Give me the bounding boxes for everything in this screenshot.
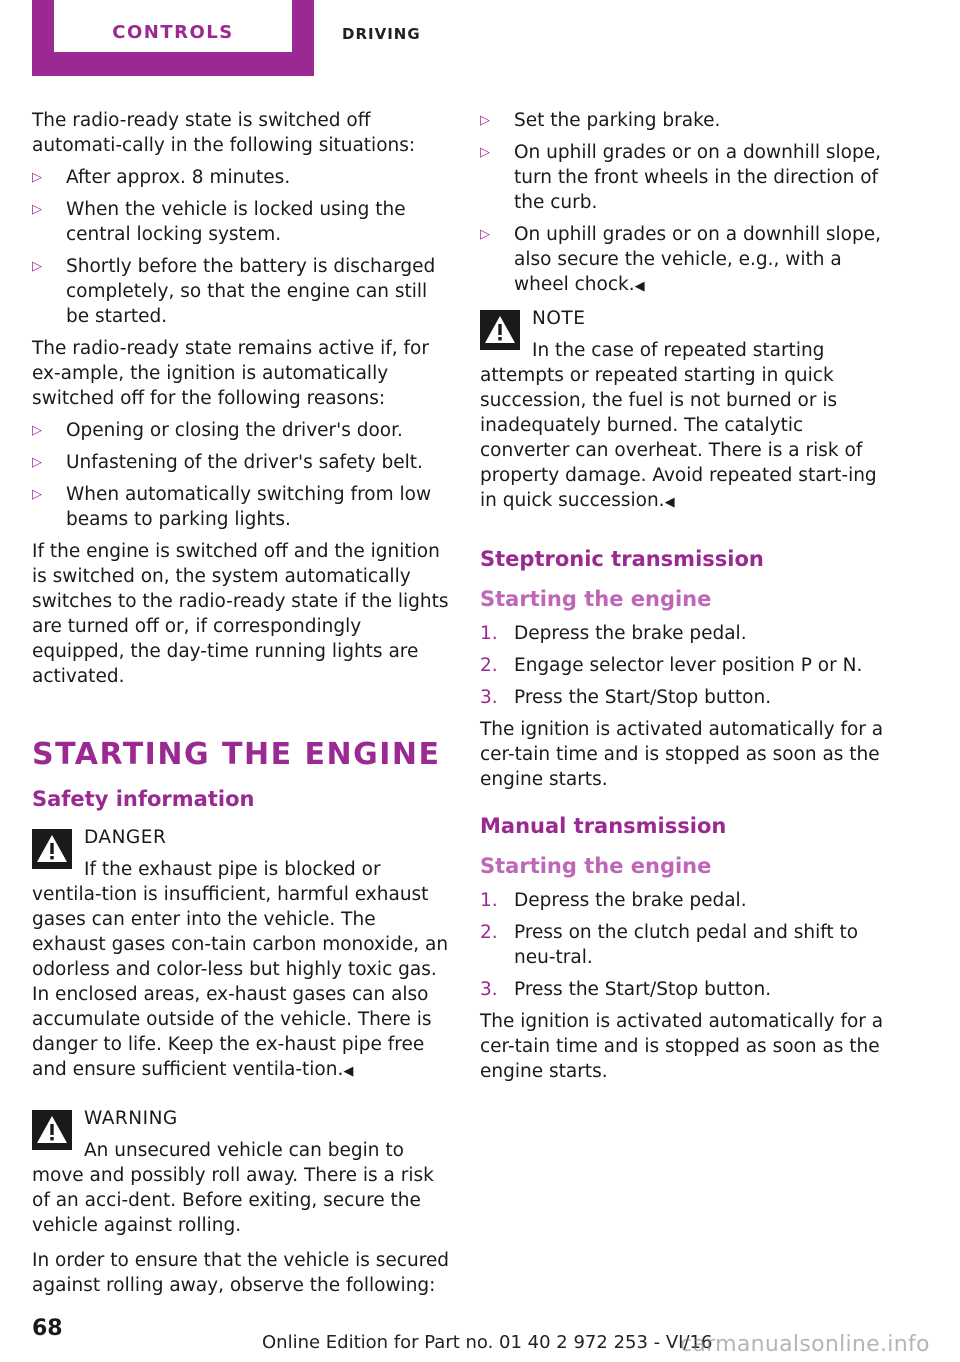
paragraph: The radio-ready state is switched off automati-cally in the following situations: — [32, 110, 416, 156]
list-item — [480, 685, 895, 710]
bullet-marker: ▷ — [32, 259, 42, 274]
tab-controls-inner — [54, 0, 292, 52]
list-item — [480, 977, 895, 1002]
end-marker: ◀ — [634, 279, 645, 294]
list-item-text: When the vehicle is locked using the central locking system. — [66, 199, 406, 245]
list-item-text: Depress the brake pedal. — [514, 623, 747, 644]
step-number: 2. — [480, 655, 498, 676]
paragraph: The ignition is activated automatically for a cer-tain time and is stopped as soon as the engine starts. — [480, 1011, 884, 1082]
warning-notice — [32, 1106, 452, 1238]
list-item-text: Unfastening of the driver's safety belt. — [66, 452, 423, 473]
warning-text: An unsecured vehicle can begin to move and possibly roll away. There is a risk of an acci-dent. Before exiting, secure the vehicle against rolling. — [32, 1140, 434, 1236]
bullet-marker: ▷ — [480, 145, 490, 160]
list-item — [480, 108, 895, 133]
bullet-list — [480, 108, 895, 299]
warning-triangle-icon — [32, 1110, 72, 1150]
step-number: 3. — [480, 979, 498, 1000]
list-item — [32, 165, 452, 190]
subsection-heading: Manual transmission — [480, 814, 727, 838]
note-title: NOTE — [532, 308, 586, 329]
paragraph: In order to ensure that the vehicle is secured against rolling away, observe the following: — [32, 1250, 450, 1296]
subsection-heading: Safety information — [32, 787, 255, 811]
list-item — [480, 888, 895, 913]
paragraph: The ignition is activated automatically for a cer-tain time and is stopped as soon as the engine starts. — [480, 719, 884, 790]
list-item — [480, 653, 895, 678]
danger-title: DANGER — [84, 827, 167, 848]
bullet-marker: ▷ — [32, 423, 42, 438]
subsection-heading: Steptronic transmission — [480, 547, 764, 571]
right-column — [480, 108, 895, 1091]
list-item-text: Press on the clutch pedal and shift to neu-tral. — [514, 922, 859, 968]
bullet-marker: ▷ — [480, 113, 490, 128]
danger-notice — [32, 825, 452, 1084]
bullet-marker: ▷ — [32, 170, 42, 185]
left-column — [32, 108, 452, 1305]
list-item — [480, 920, 895, 970]
sub-subsection-heading: Starting the engine — [480, 587, 712, 611]
end-marker: ◀ — [664, 495, 675, 510]
watermark: carmanualsonline.info — [680, 1332, 930, 1357]
list-item-text: On uphill grades or on a downhill slope, turn the front wheels in the direction of the curb. — [514, 142, 881, 213]
list-item-text: Depress the brake pedal. — [514, 890, 747, 911]
note-text: In the case of repeated starting attempts or repeated starting in quick succession, the fuel is not burned or is inadequately burned. The catalytic converter can overheat. There is a risk of property damage. Avoid repeated start-ing in quick succession. — [480, 340, 877, 511]
list-item — [32, 482, 452, 532]
warning-title: WARNING — [84, 1108, 178, 1129]
list-item — [480, 222, 895, 299]
list-item — [32, 254, 452, 329]
bullet-list — [32, 418, 452, 532]
bullet-marker: ▷ — [480, 227, 490, 242]
bullet-marker: ▷ — [32, 487, 42, 502]
list-item-text: Opening or closing the driver's door. — [66, 420, 403, 441]
footer-edition: Online Edition for Part no. 01 40 2 972 253 - VI/16 — [262, 1332, 713, 1353]
list-item — [32, 197, 452, 247]
step-number: 1. — [480, 623, 498, 644]
tab-controls[interactable] — [32, 0, 314, 76]
step-number: 3. — [480, 687, 498, 708]
header-tabs — [32, 0, 462, 76]
section-heading: STARTING THE ENGINE — [32, 737, 441, 772]
list-item — [480, 621, 895, 646]
tab-controls-label: CONTROLS — [112, 22, 234, 43]
list-item-text: Engage selector lever position P or N. — [514, 655, 863, 676]
page-number: 68 — [32, 1316, 63, 1341]
step-list — [480, 888, 895, 1002]
list-item — [32, 450, 452, 475]
bullet-marker: ▷ — [32, 455, 42, 470]
warning-triangle-icon — [32, 829, 72, 869]
list-item-text: Press the Start/Stop button. — [514, 979, 772, 1000]
bullet-marker: ▷ — [32, 202, 42, 217]
list-item-text: When automatically switching from low beams to parking lights. — [66, 484, 432, 530]
paragraph: The radio-ready state remains active if, for ex-ample, the ignition is automatically switched off for the following reasons: — [32, 338, 429, 409]
list-item-text: Shortly before the battery is discharged completely, so that the engine can still be started. — [66, 256, 436, 327]
step-number: 2. — [480, 922, 498, 943]
danger-text: If the exhaust pipe is blocked or ventila-tion is insufficient, harmful exhaust gases can enter into the vehicle. The exhaust gases con-tain carbon monoxide, an odorless and color-less but highly toxic gas. In enclosed areas, ex-haust gases can also accumulate outside of the vehicle. There is danger to life. Keep the ex-haust pipe free and ensure sufficient ventila-tion. — [32, 859, 449, 1080]
end-marker: ◀ — [343, 1064, 354, 1079]
list-item-text: On uphill grades or on a downhill slope, also secure the vehicle, e.g., with a wheel chock. — [514, 224, 881, 295]
sub-subsection-heading: Starting the engine — [480, 854, 712, 878]
paragraph: If the engine is switched off and the ignition is switched on, the system automatically switches to the radio-ready state if the lights are turned off or, if correspondingly equipped, the day-time running lights are activated. — [32, 541, 449, 687]
tab-driving[interactable]: DRIVING — [342, 25, 421, 43]
step-list — [480, 621, 895, 710]
list-item — [32, 418, 452, 443]
list-item-text: Set the parking brake. — [514, 110, 721, 131]
warning-triangle-icon — [480, 310, 520, 350]
note-notice — [480, 306, 895, 515]
step-number: 1. — [480, 890, 498, 911]
list-item — [480, 140, 895, 215]
list-item-text: After approx. 8 minutes. — [66, 167, 291, 188]
bullet-list — [32, 165, 452, 329]
list-item-text: Press the Start/Stop button. — [514, 687, 772, 708]
